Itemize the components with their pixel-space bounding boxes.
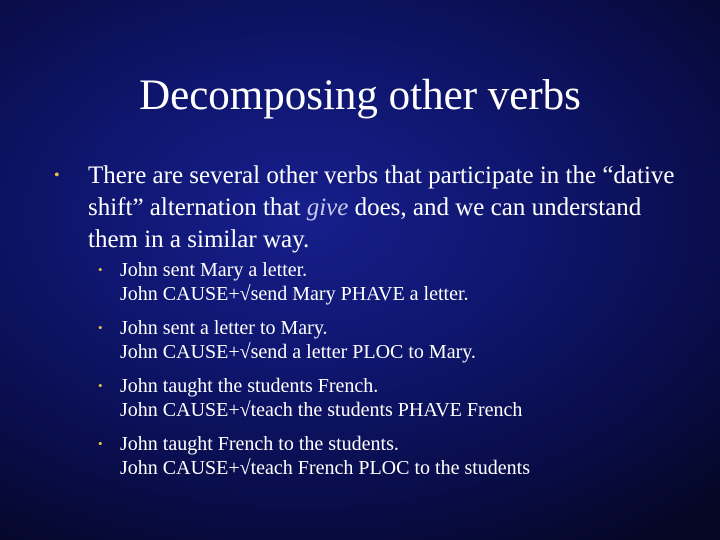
main-bullet-emphasis: give [306, 194, 349, 221]
sub-bullet-dot-icon: • [98, 320, 103, 335]
example-decomposition: John CAUSE+√send Mary PHAVE a letter. [120, 283, 469, 305]
example-sentence: John sent Mary a letter. [120, 259, 308, 281]
main-bullet-text [88, 160, 680, 256]
example-item [98, 258, 688, 306]
slide-title: Decomposing other verbs [139, 72, 581, 119]
example-decomposition: John CAUSE+√teach French PLOC to the students [120, 457, 530, 479]
sub-bullet-dot-icon: • [98, 436, 103, 451]
example-sentence: John taught French to the students. [120, 433, 399, 455]
main-bullet-text-before: There are several other verbs that participate in the “dative shift” alternation that [88, 162, 675, 221]
bullet-dot-icon: • [54, 167, 60, 184]
example-item [98, 316, 688, 364]
example-decomposition: John CAUSE+√teach the students PHAVE French [120, 399, 523, 421]
main-bullet [54, 160, 680, 256]
example-decomposition: John CAUSE+√send a letter PLOC to Mary. [120, 341, 476, 363]
sub-bullet-dot-icon: • [98, 262, 103, 277]
sub-bullet-dot-icon: • [98, 378, 103, 393]
example-sentence: John sent a letter to Mary. [120, 317, 328, 339]
main-bullet-text-after: does, and we can understand them in a similar way. [88, 194, 642, 253]
example-item [98, 432, 688, 480]
example-list [98, 258, 688, 490]
example-item [98, 374, 688, 422]
example-sentence: John taught the students French. [120, 375, 379, 397]
